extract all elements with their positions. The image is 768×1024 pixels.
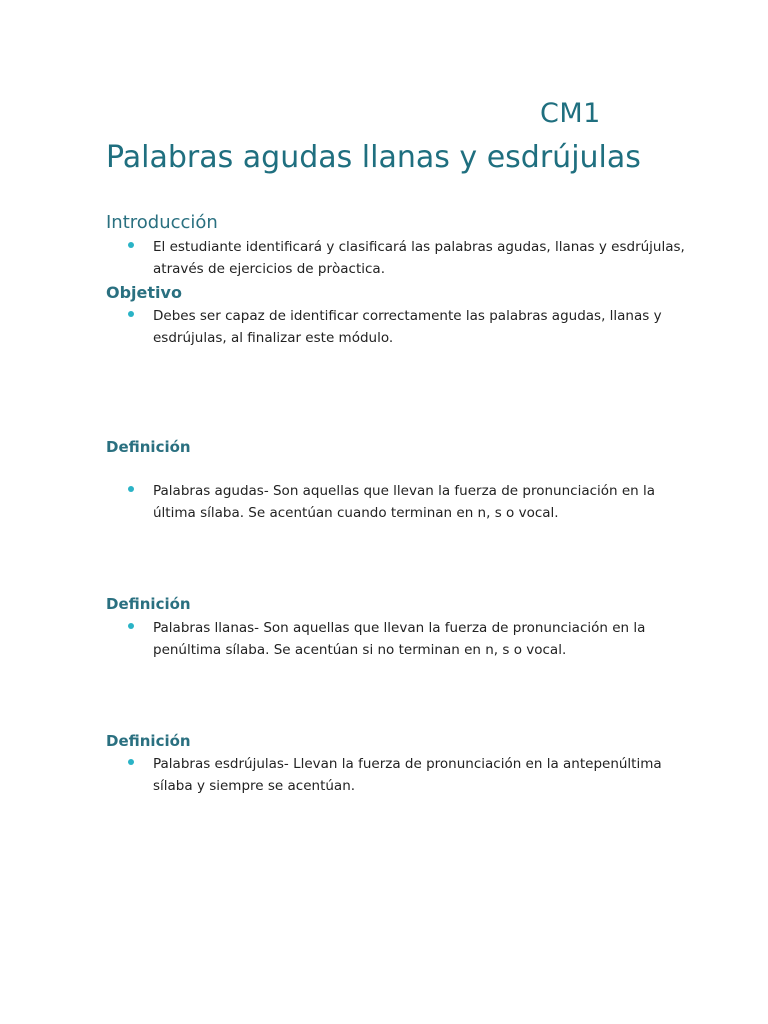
introduccion-heading: Introducción <box>106 212 218 233</box>
introduccion-text: El estudiante identificará y clasificará las palabras agudas, llanas y esdrújulas, através de ejercicios de prὸactica. <box>153 239 685 277</box>
definicion-llanas-heading: Definición <box>106 595 191 613</box>
definicion-esdrujulas-list-item <box>128 753 688 797</box>
objetivo-text: Debes ser capaz de identificar correctamente las palabras agudas, llanas y esdrújulas, al finalizar este módulo. <box>153 308 662 346</box>
definicion-agudas-heading: Definición <box>106 438 191 456</box>
bullet-icon <box>128 486 134 492</box>
definicion-agudas-list-item <box>128 480 688 524</box>
definicion-llanas-list-item <box>128 617 688 661</box>
objetivo-list-item <box>128 305 688 349</box>
introduccion-list-item <box>128 236 688 280</box>
objetivo-heading: Objetivo <box>106 283 182 302</box>
definicion-agudas-text: Palabras agudas- Son aquellas que llevan la fuerza de pronunciación en la última sílaba. Se acentúan cuando terminan en n, s o vocal. <box>153 483 656 521</box>
bullet-icon <box>128 623 134 629</box>
document-code: CM1 <box>540 98 601 129</box>
bullet-icon <box>128 311 134 317</box>
definicion-esdrujulas-text: Palabras esdrújulas- Llevan la fuerza de pronunciación en la antepenúltima sílaba y siempre se acentúan. <box>153 756 662 794</box>
page-title: Palabras agudas llanas y esdrújulas <box>106 140 641 175</box>
bullet-icon <box>128 242 134 248</box>
definicion-esdrujulas-heading: Definición <box>106 732 191 750</box>
bullet-icon <box>128 759 134 765</box>
definicion-llanas-text: Palabras llanas- Son aquellas que llevan la fuerza de pronunciación en la penúltima sílaba. Se acentúan si no terminan en n, s o vocal. <box>153 620 646 658</box>
